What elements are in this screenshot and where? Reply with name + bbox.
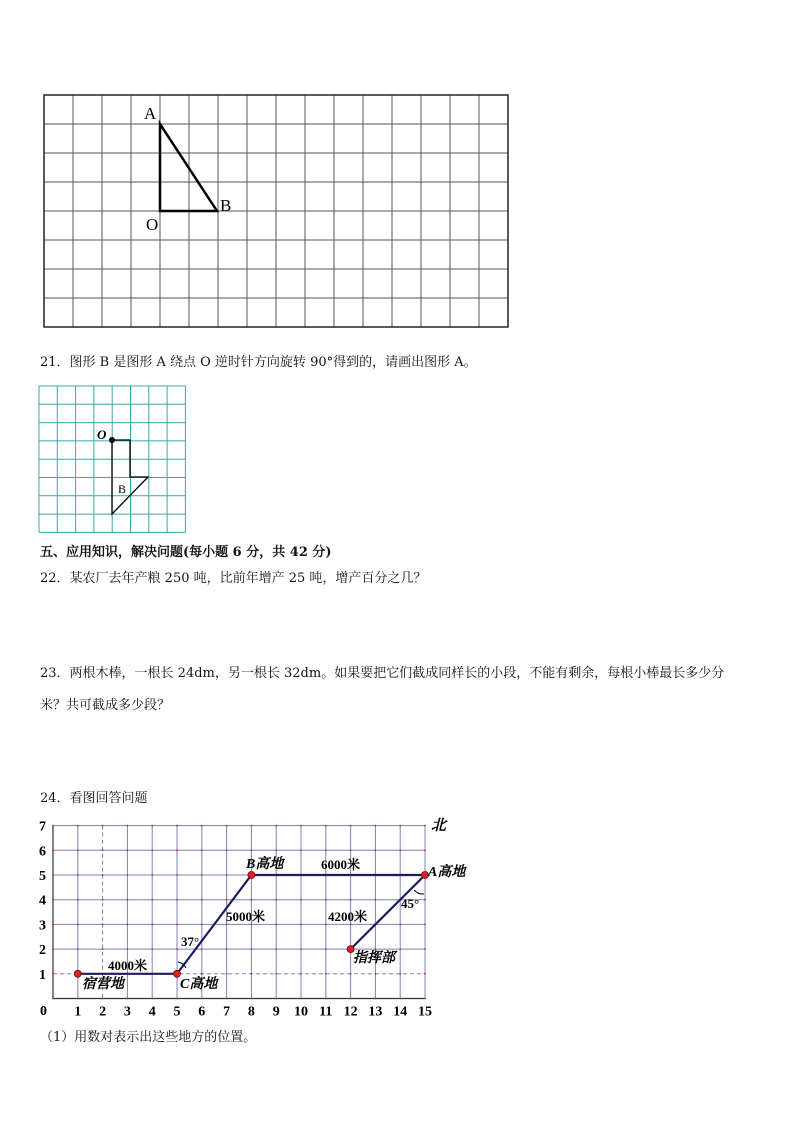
grid-dot — [176, 874, 178, 876]
x-tick-label: 5 — [173, 1004, 181, 1020]
grid-dot — [325, 973, 327, 975]
section-5-heading: 五、应用知识，解决问题(每小题 6 分，共 42 分) — [40, 545, 332, 560]
y-tick-label: 7 — [39, 819, 46, 835]
grid-dot — [201, 849, 203, 851]
y-tick-label: 4 — [39, 893, 46, 909]
grid-dot — [127, 948, 129, 950]
grid-dot — [325, 998, 327, 1000]
grid-dot — [300, 849, 302, 851]
y-tick-label: 3 — [39, 918, 46, 934]
y-tick-label: 6 — [39, 844, 46, 860]
grid-dot — [251, 825, 253, 827]
grid-dot — [151, 998, 153, 1000]
label-camp: 宿营地 — [82, 977, 124, 992]
grid-dot — [102, 899, 104, 901]
question-24: 24．看图回答问题 — [40, 791, 148, 806]
x-tick-label: 9 — [272, 1004, 280, 1020]
grid-dot — [201, 948, 203, 950]
grid-dot — [102, 849, 104, 851]
x-tick-label: 12 — [343, 1004, 358, 1020]
grid-dot — [102, 998, 104, 1000]
grid-dot — [77, 825, 79, 827]
grid-dot — [325, 948, 327, 950]
x-tick-label: 4 — [148, 1004, 156, 1020]
x-tick-label: 6 — [198, 1004, 206, 1020]
grid-dot — [399, 948, 401, 950]
grid-dot — [424, 948, 426, 950]
grid-dot — [251, 899, 253, 901]
grid-dot — [325, 899, 327, 901]
dist-b-a: 6000米 — [321, 857, 361, 872]
grid-dot — [226, 998, 228, 1000]
grid-dot — [102, 825, 104, 827]
origin-label: 0 — [40, 1004, 47, 1019]
grid-dot — [151, 924, 153, 926]
grid-dot — [77, 998, 79, 1000]
grid-dot — [300, 924, 302, 926]
grid-dot — [77, 948, 79, 950]
grid-dot — [52, 973, 54, 975]
grid-dot — [275, 849, 277, 851]
grid-dot — [127, 825, 129, 827]
grid-dot — [375, 899, 377, 901]
label-a-high: A高地 — [428, 865, 466, 880]
grid-dot — [424, 973, 426, 975]
label-hq: 指挥部 — [353, 951, 395, 966]
x-tick-label: 2 — [99, 1004, 107, 1020]
grid-dot — [127, 924, 129, 926]
x-tick-label: 11 — [319, 1004, 333, 1020]
grid-dot — [176, 924, 178, 926]
grid-dot — [52, 899, 54, 901]
grid-dot — [251, 948, 253, 950]
grid-dot — [201, 825, 203, 827]
grid-dot — [102, 874, 104, 876]
figure-1-grid — [0, 0, 794, 340]
grid-dot — [350, 998, 352, 1000]
grid-dot — [275, 825, 277, 827]
grid-dot — [226, 874, 228, 876]
grid-dot — [251, 849, 253, 851]
grid-dot — [424, 825, 426, 827]
grid-dot — [300, 825, 302, 827]
dist-hq-a: 4200米 — [328, 909, 368, 924]
grid-dot — [350, 825, 352, 827]
question-24-sub1: （1）用数对表示出这些地方的位置。 — [40, 1030, 257, 1045]
grid-dot — [275, 924, 277, 926]
north-label: 北 — [431, 818, 447, 834]
grid-dot — [375, 998, 377, 1000]
grid-dot — [275, 973, 277, 975]
grid-dot — [350, 849, 352, 851]
grid-dot — [424, 849, 426, 851]
question-23-line2: 米？共可截成多少段？ — [40, 698, 171, 713]
grid-dot — [275, 899, 277, 901]
angle-arc-a — [414, 890, 424, 894]
grid-dot — [201, 973, 203, 975]
y-tick-label: 1 — [39, 967, 46, 983]
grid-dot — [151, 849, 153, 851]
grid-dot — [399, 849, 401, 851]
grid-dot — [77, 924, 79, 926]
grid-dot — [375, 973, 377, 975]
grid-dot — [300, 973, 302, 975]
grid-dot — [251, 998, 253, 1000]
grid-dot — [176, 899, 178, 901]
grid-dot — [127, 998, 129, 1000]
grid-dot — [350, 899, 352, 901]
grid-dot — [201, 998, 203, 1000]
y-tick-label: 5 — [39, 869, 46, 884]
question-23-line1: 23．两根木棒，一根长 24dm，另一根长 32dm。如果要把它们截成同样长的小段，不能有剩余，每根小棒最长多少分 — [40, 666, 725, 681]
grid-dot — [300, 948, 302, 950]
angle-label-a: 45° — [401, 896, 420, 911]
label-a: A — [144, 104, 157, 123]
map-point-camp — [74, 970, 81, 977]
grid-dot — [275, 948, 277, 950]
grid-dot — [176, 849, 178, 851]
grid-dot — [226, 825, 228, 827]
grid-dot — [201, 924, 203, 926]
grid-dot — [77, 899, 79, 901]
question-21: 21．图形 B 是图形 A 绕点 O 逆时针方向旋转 90°得到的，请画出图形 A。 — [40, 355, 477, 370]
map-point-b_high — [248, 872, 255, 879]
grid-dot — [325, 924, 327, 926]
dist-camp-c: 4000米 — [108, 958, 148, 973]
grid-dot — [399, 825, 401, 827]
grid-dot — [77, 849, 79, 851]
map-figure — [0, 810, 500, 1025]
grid-dot — [52, 924, 54, 926]
grid-dot — [151, 825, 153, 827]
label-b-high: B高地 — [246, 857, 284, 872]
grid-dot — [226, 849, 228, 851]
grid-dot — [176, 998, 178, 1000]
grid-dot — [424, 899, 426, 901]
grid-dot — [350, 973, 352, 975]
x-tick-label: 3 — [123, 1004, 131, 1020]
grid-dot — [176, 948, 178, 950]
grid-dot — [127, 899, 129, 901]
x-tick-label: 10 — [294, 1004, 308, 1020]
grid-dot — [52, 825, 54, 827]
grid-dot — [52, 874, 54, 876]
label-b: B — [220, 196, 232, 215]
grid-dot — [275, 998, 277, 1000]
grid-dot — [325, 825, 327, 827]
grid-dot — [151, 948, 153, 950]
label-o: O — [146, 215, 159, 234]
x-tick-label: 13 — [368, 1004, 383, 1020]
angle-label-c: 37° — [181, 934, 200, 949]
figure-2-grid — [0, 380, 220, 540]
x-tick-label: 14 — [393, 1004, 408, 1020]
grid-dot — [201, 899, 203, 901]
grid-dot — [375, 825, 377, 827]
grid-dot — [226, 899, 228, 901]
grid-dot — [399, 924, 401, 926]
x-tick-label: 7 — [223, 1004, 231, 1020]
point-o — [109, 437, 115, 443]
label-c-high: C高地 — [180, 977, 218, 992]
grid-dot — [226, 973, 228, 975]
label-b2: B — [118, 482, 127, 496]
grid-dot — [52, 998, 54, 1000]
grid-dot — [325, 849, 327, 851]
grid-dot — [424, 924, 426, 926]
grid-dot — [176, 825, 178, 827]
grid-dot — [151, 899, 153, 901]
grid-dot — [251, 973, 253, 975]
grid-dot — [399, 998, 401, 1000]
grid-dot — [52, 849, 54, 851]
grid-dot — [399, 973, 401, 975]
x-tick-label: 15 — [418, 1004, 432, 1020]
grid-dot — [127, 849, 129, 851]
dist-c-b: 5000米 — [226, 909, 266, 924]
grid-dot — [102, 924, 104, 926]
grid-dot — [424, 998, 426, 1000]
x-tick-label: 8 — [247, 1004, 255, 1020]
grid-dot — [226, 948, 228, 950]
label-o2: O — [97, 427, 107, 442]
question-22: 22．某农厂去年产粮 250 吨，比前年增产 25 吨，增产百分之几？ — [40, 571, 427, 586]
grid-dot — [77, 874, 79, 876]
grid-dot — [375, 849, 377, 851]
grid-dot — [102, 948, 104, 950]
grid-dot — [52, 948, 54, 950]
grid-dot — [201, 874, 203, 876]
grid-dot — [300, 899, 302, 901]
x-tick-label: 1 — [74, 1004, 82, 1020]
grid-dot — [300, 998, 302, 1000]
y-tick-label: 2 — [39, 943, 46, 959]
grid-dot — [151, 874, 153, 876]
grid-dot — [127, 874, 129, 876]
grid-dot — [375, 948, 377, 950]
